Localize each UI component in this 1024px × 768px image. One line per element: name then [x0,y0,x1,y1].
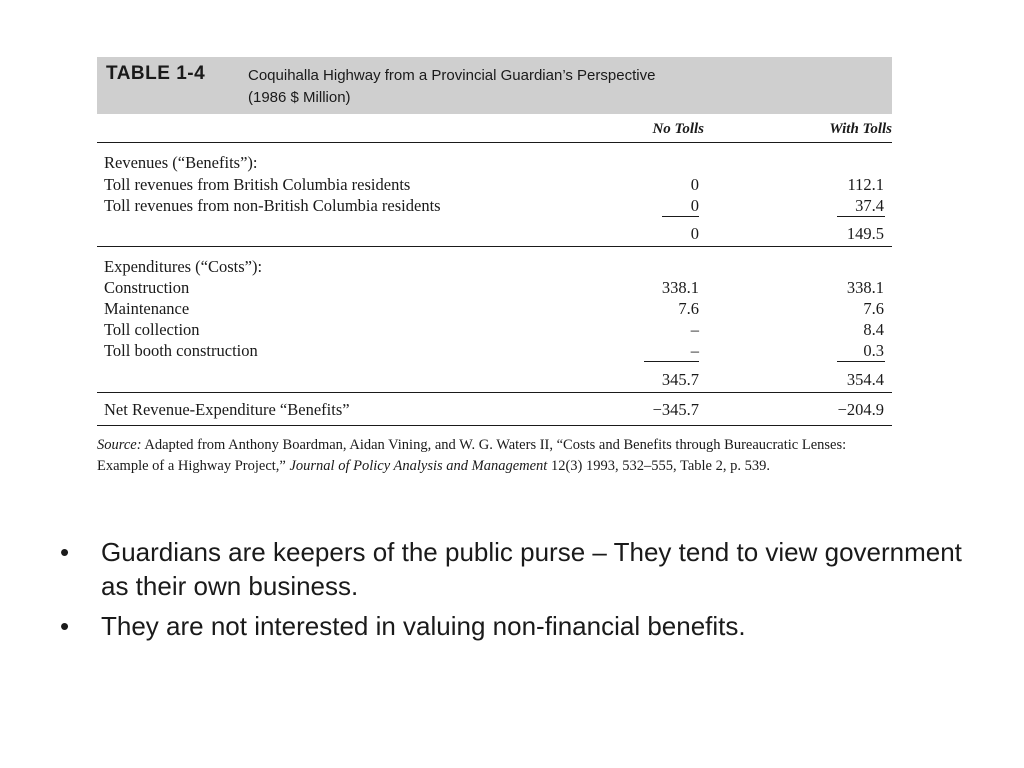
revenues-heading: Revenues (“Benefits”): [104,153,258,172]
bullet-text: They are not interested in valuing non-financial benefits. [101,611,746,641]
section-rule [97,392,892,393]
table-header [97,57,892,114]
expenditures-heading: Expenditures (“Costs”): [104,257,263,276]
row-label: Toll booth construction [104,341,258,360]
cell-no-tolls: 338.1 [661,278,699,297]
source-prefix: Source: [97,437,142,453]
table-title [248,65,655,109]
source-text-a: Adapted from Anthony Boardman, Aidan Vining, and W. G. Waters II, “Costs and Benefits through Bureaucratic Lenses: Example of a Highway Project,” [97,437,847,474]
table-row [97,299,892,320]
list-item [60,609,980,643]
cell-no-tolls: – [690,341,699,360]
row-label: Toll revenues from British Columbia residents [104,175,411,194]
cell-with-tolls: 338.1 [846,278,884,297]
column-header-with-tolls: With Tolls [829,121,892,137]
cell-with-tolls: 354.4 [846,370,884,389]
section-rule [97,246,892,247]
subtotal-underline [837,361,885,362]
table-row [97,341,892,362]
cell-no-tolls: 0 [690,224,699,243]
source-journal: Journal of Policy Analysis and Management [289,458,548,474]
cell-no-tolls: 0 [690,175,699,194]
bullet-icon: • [60,537,70,567]
list-item [60,535,980,603]
row-label: Toll collection [104,320,200,339]
column-header-no-tolls: No Tolls [652,121,704,137]
cell-no-tolls: 345.7 [661,370,699,389]
row-label: Maintenance [104,299,190,318]
revenues-heading-row [97,153,892,174]
table-row [97,175,892,196]
revenues-total-row [97,224,892,245]
table-title-line2: (1986 $ Million) [248,89,351,106]
bullet-text: Guardians are keepers of the public purse – They tend to view government as their own business. [101,537,962,601]
table-row [97,320,892,341]
cell-no-tolls: 0 [690,196,699,215]
cell-with-tolls: 112.1 [847,175,884,194]
cell-no-tolls: – [690,320,699,339]
cell-with-tolls: −204.9 [837,400,884,419]
bullet-icon: • [60,611,70,641]
expenditures-total-row [97,370,892,391]
row-label: Net Revenue-Expenditure “Benefits” [104,400,350,419]
cell-no-tolls: 7.6 [678,299,699,318]
cell-with-tolls: 149.5 [846,224,884,243]
net-row [97,400,892,421]
subtotal-underline [644,361,699,362]
header-rule [97,142,892,143]
row-label: Construction [104,278,190,297]
bullet-list [60,535,980,649]
table-label: TABLE 1-4 [106,63,206,84]
data-table [97,57,892,419]
cell-with-tolls: 8.4 [863,320,884,339]
table-row [97,196,892,217]
table-row [97,278,892,299]
subtotal-underline [837,216,885,217]
subtotal-underline [662,216,699,217]
source-note [97,435,897,477]
table-title-line1: Coquihalla Highway from a Provincial Guardian’s Perspective [248,67,656,84]
expenditures-heading-row [97,257,892,278]
cell-with-tolls: 0.3 [863,341,884,360]
bottom-rule [97,425,892,426]
row-label: Toll revenues from non-British Columbia residents [104,196,441,215]
cell-with-tolls: 37.4 [855,196,884,215]
cell-no-tolls: −345.7 [652,400,699,419]
source-text-b: 12(3) 1993, 532–555, Table 2, p. 539. [547,458,770,474]
cell-with-tolls: 7.6 [863,299,884,318]
